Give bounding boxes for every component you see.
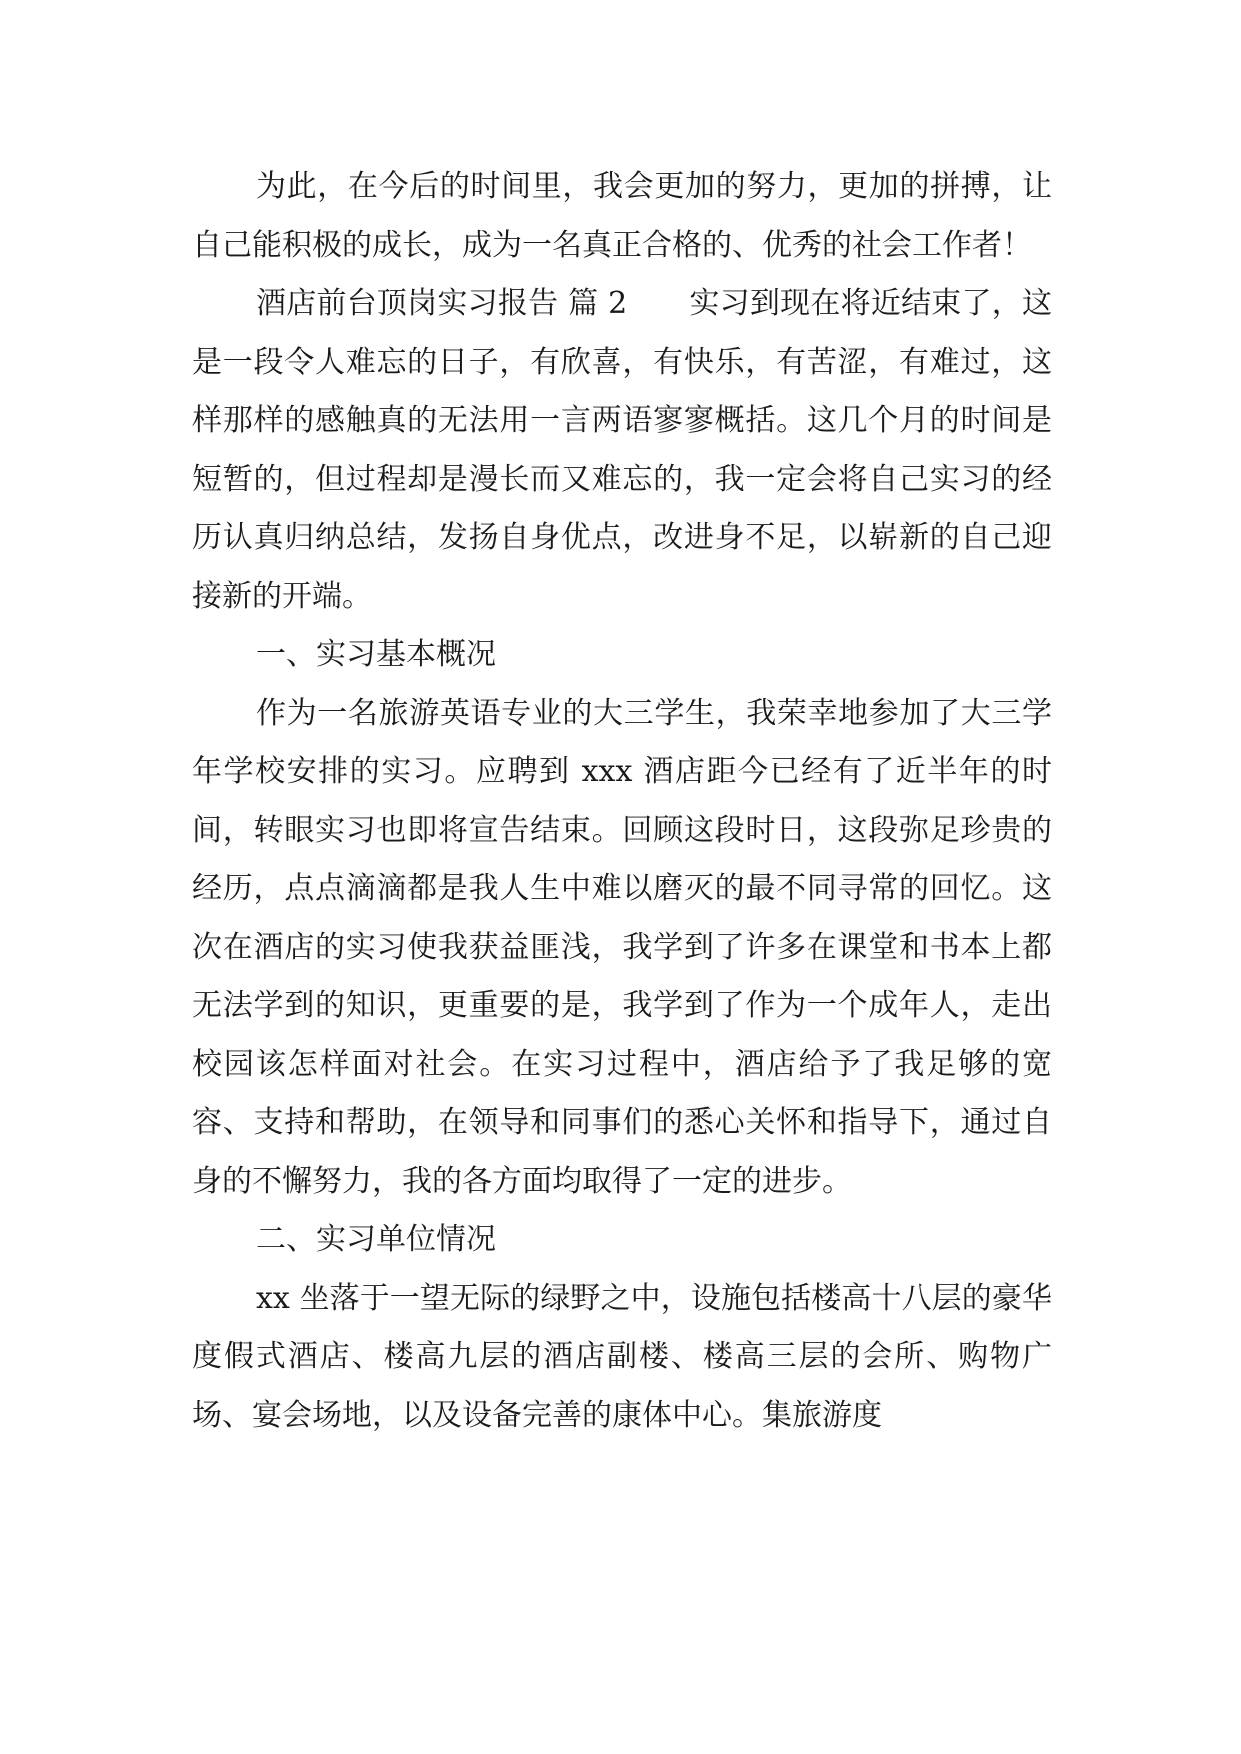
article-heading: 酒店前台顶岗实习报告 篇 2 (256, 286, 628, 321)
document-page (192, 158, 1052, 1445)
section-heading-overview: 一、实习基本概况 (256, 637, 496, 672)
closing-paragraph: 为此，在今后的时间里，我会更加的努力，更加的拼搏，让自己能积极的成长，成为一名真正合格的、优秀的社会工作者！ (192, 169, 1052, 263)
unit-paragraph: xx 坐落于一望无际的绿野之中，设施包括楼高十八层的豪华度假式酒店、楼高九层的酒店副楼、楼高三层的会所、购物广场、宴会场地，以及设备完善的康体中心。集旅游度 (192, 1280, 1052, 1433)
article-intro-paragraph (192, 275, 1052, 626)
overview-paragraph: 作为一名旅游英语专业的大三学生，我荣幸地参加了大三学年学校安排的实习。应聘到 xxx 酒店距今已经有了近半年的时间，转眼实习也即将宣告结束。回顾这段时日，这段弥足珍贵的经历，点点滴滴都是我人生中难以磨灭的最不同寻常的回忆。这次在酒店的实习使我获益匪浅，我学到了许多在课堂和书本上都无法学到的知识，更重要的是，我学到了作为一个成年人，走出校园该怎样面对社会。在实习过程中，酒店给予了我足够的宽容、支持和帮助，在领导和同事们的悉心关怀和指导下，通过自身的不懈努力，我的各方面均取得了一定的进步。 (192, 695, 1052, 1199)
article-intro-text: 实习到现在将近结束了，这是一段令人难忘的日子，有欣喜，有快乐，有苦涩，有难过，这样那样的感触真的无法用一言两语寥寥概括。这几个月的时间是短暂的，但过程却是漫长而又难忘的，我一定会将自己实习的经历认真归纳总结，发扬自身优点，改进身不足，以崭新的自己迎接新的开端。 (192, 286, 1053, 614)
section-heading-unit: 二、实习单位情况 (256, 1222, 496, 1257)
